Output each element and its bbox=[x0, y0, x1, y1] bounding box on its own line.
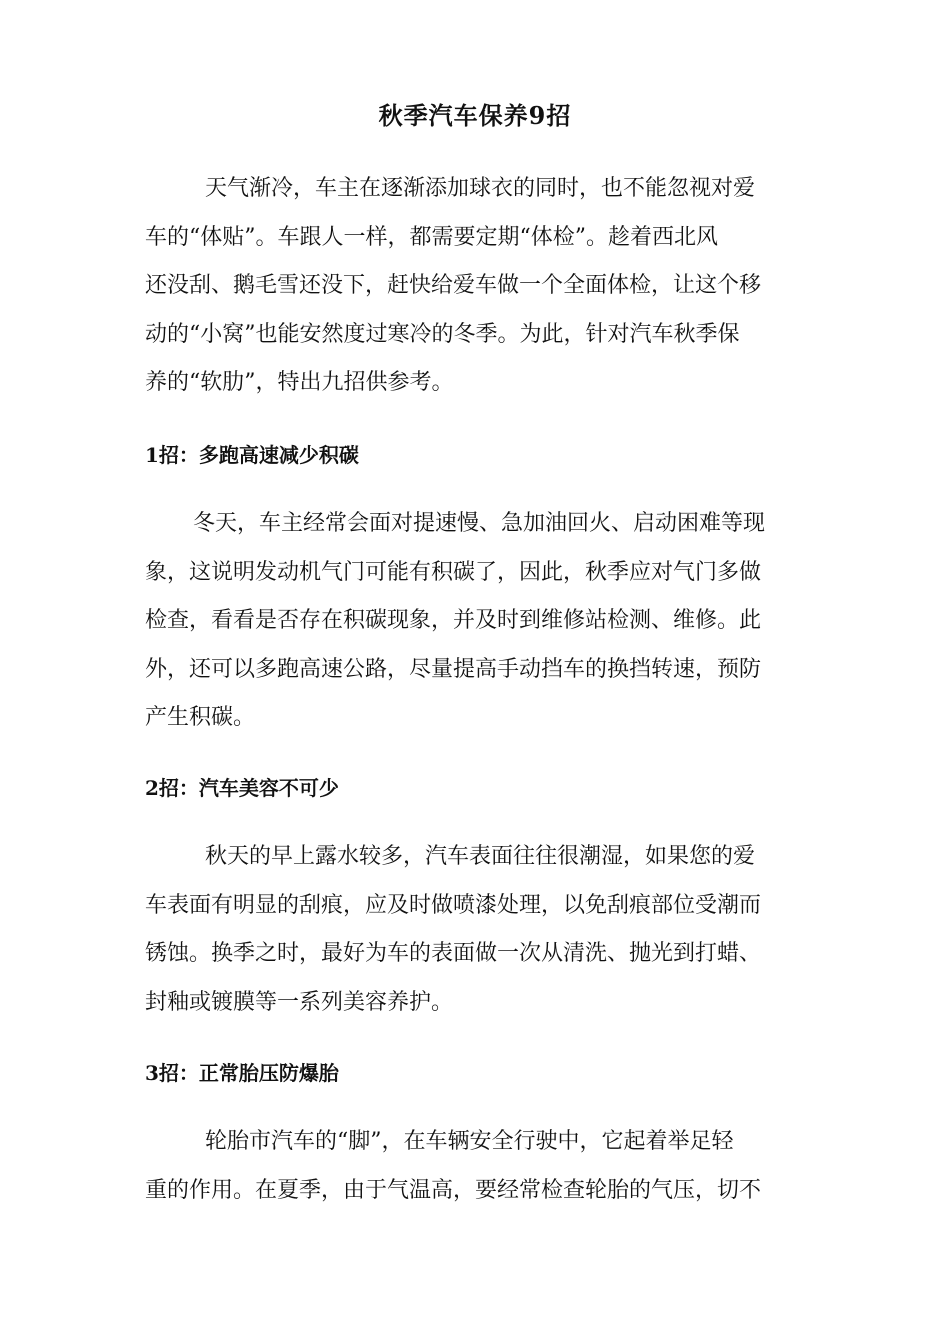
paragraph-line: 重的作用。在夏季，由于气温高，要经常检查轮胎的气压，切不 bbox=[145, 1177, 762, 1203]
section-heading-1: 1招：多跑高速减少积碳 bbox=[145, 443, 359, 467]
paragraph-line: 还没刮、鹅毛雪还没下，赶快给爱车做一个全面体检，让这个移 bbox=[145, 273, 762, 298]
section-3-paragraph bbox=[145, 1118, 815, 1215]
paragraph-line: 象，这说明发动机气门可能有积碳了，因此，秋季应对气门多做 bbox=[145, 559, 762, 585]
document-title: 秋季汽车保养9招 bbox=[378, 101, 572, 130]
paragraph-line: 车表面有明显的刮痕，应及时做喷漆处理，以免刮痕部位受潮而 bbox=[145, 892, 762, 918]
paragraph-line: 锈蚀。换季之时，最好为车的表面做一次从清洗、抛光到打蜡、 bbox=[145, 941, 762, 966]
paragraph-line: 养的“软肋”，特出九招供参考。 bbox=[145, 370, 454, 395]
section-1-paragraph bbox=[145, 500, 815, 743]
paragraph-line: 冬天，车主经常会面对提速慢、急加油回火、启动困难等现 bbox=[193, 511, 766, 536]
paragraph-line: 封釉或镀膜等一系列美容养护。 bbox=[145, 989, 454, 1015]
paragraph-line: 动的“小窝”也能安然度过寒冷的冬季。为此，针对汽车秋季保 bbox=[145, 321, 740, 347]
paragraph-line: 秋天的早上露水较多，汽车表面往往很潮湿，如果您的爱 bbox=[205, 844, 756, 869]
section-2-paragraph bbox=[145, 833, 815, 1027]
paragraph-line: 检查，看看是否存在积碳现象，并及时到维修站检测、维修。此 bbox=[145, 608, 762, 633]
section-heading-2: 2招：汽车美容不可少 bbox=[145, 776, 339, 800]
paragraph-line: 外，还可以多跑高速公路，尽量提高手动挡车的换挡转速，预防 bbox=[145, 656, 762, 682]
paragraph-line: 车的“体贴”。车跟人一样，都需要定期“体检”。趁着西北风 bbox=[145, 224, 718, 250]
paragraph-line: 轮胎市汽车的“脚”，在车辆安全行驶中，它起着举足轻 bbox=[205, 1129, 734, 1154]
intro-paragraph bbox=[145, 165, 815, 408]
paragraph-line: 产生积碳。 bbox=[145, 705, 256, 730]
paragraph-line: 天气渐冷，车主在逐渐添加球衣的同时，也不能忽视对爱 bbox=[205, 176, 756, 201]
section-heading-3: 3招：正常胎压防爆胎 bbox=[145, 1061, 339, 1085]
